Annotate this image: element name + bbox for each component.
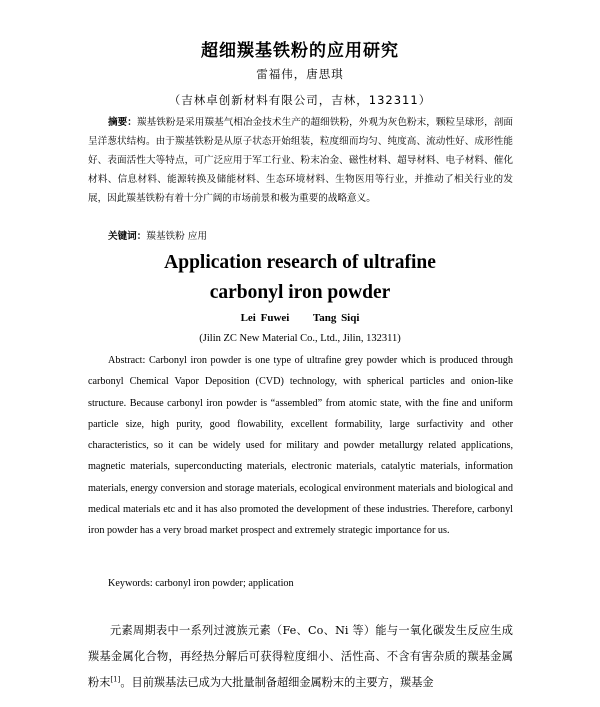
chinese-keywords-text: 羰基铁粉 应用 bbox=[146, 231, 207, 242]
body-text-before-ref: 元素周期表中一系列过渡族元素（Fe、Co、Ni 等）能与一氧化碳发生反应生成羰基金属化合物，再经热分解后可获得粒度细小、活性高、不含有害杂质的羰基金属粉末 bbox=[88, 624, 513, 689]
chinese-abstract bbox=[88, 113, 513, 208]
chinese-authors: 雷福伟，唐思琪 bbox=[256, 67, 344, 81]
chinese-abstract-label: 摘要： bbox=[108, 117, 137, 128]
chinese-affiliation: （吉林卓创新材料有限公司，吉林，132311） bbox=[168, 93, 432, 107]
body-paragraph bbox=[88, 618, 513, 696]
english-abstract: Abstract: Carbonyl iron powder is one type of ultrafine grey powder which is produced through carbonyl Chemical Vapor Deposition (CVD) technology, with spherical particles and onion-like structure. Because carbonyl iron powder is “assembled” from atomic state, with the fine and uniform particle size, high purity, good flowability, excellent formability, large surfactivity and other characteristics, so it can be widely used for military and powder metallurgy related applications, magnetic materials, superconducting materials, electronic materials, catalytic materials, information materials, energy conversion and storage materials, ecological environment materials and biological and medical materials etc and it has also promoted the development of these industries. Therefore, carbonyl iron powder has a very broad market prospect and extremely strategic importance for us. bbox=[88, 355, 513, 537]
english-affiliation: (Jilin ZC New Material Co., Ltd., Jilin, 132311) bbox=[199, 333, 401, 344]
chinese-keywords-label: 关键词： bbox=[108, 231, 147, 242]
english-title-line1: Application research of ultrafine bbox=[164, 252, 436, 273]
citation-ref[interactable]: [1] bbox=[110, 675, 121, 684]
chinese-title: 超细羰基铁粉的应用研究 bbox=[201, 41, 399, 61]
english-title-line2: carbonyl iron powder bbox=[209, 282, 391, 303]
english-authors: Lei Fuwei Tang Siqi bbox=[240, 312, 360, 324]
chinese-abstract-text: 羰基铁粉是采用羰基气相冶金技术生产的超细铁粉，外观为灰色粉末，颗粒呈球形，剖面呈洋葱状结构。由于羰基铁粉是从原子状态开始组装，粒度细而均匀、纯度高、流动性好、成形性能好、表面活性大等特点，可广泛应用于军工行业、粉末冶金、磁性材料、超导材料、电子材料、催化材料、信息材料、能源转换及储能材料、生态环境材料、生物医用等行业，并推动了相关行业的发展，因此羰基铁粉有着十分广阔的市场前景和极为重要的战略意义。 bbox=[88, 117, 514, 204]
chinese-keywords bbox=[108, 228, 207, 242]
body-text-after-ref: 。目前羰基法已成为大批量制备超细金属粉末的主要方，羰基金 bbox=[120, 676, 434, 689]
english-keywords: Keywords: carbonyl iron powder; application bbox=[108, 578, 294, 589]
